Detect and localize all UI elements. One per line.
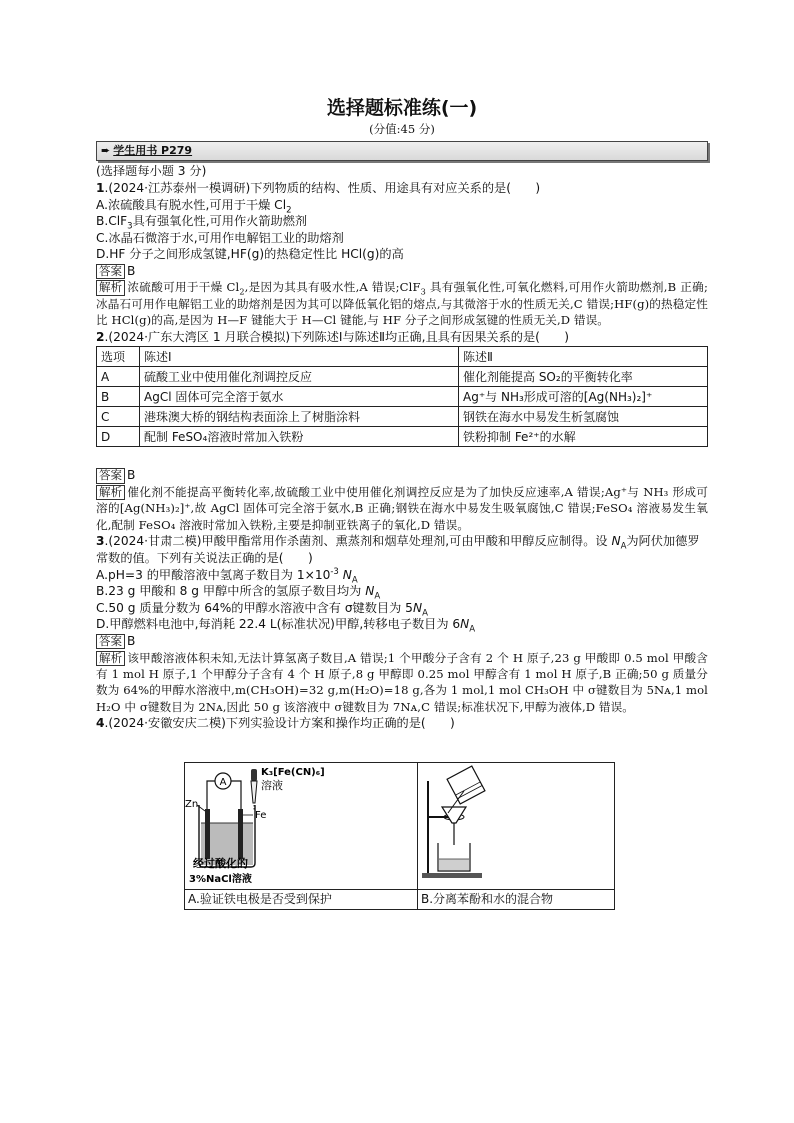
reagent-solution-label: 溶液 — [261, 778, 283, 792]
q1-option-b: B.ClF$_3$具有强氧化性,可用作火箭助燃剂 — [96, 214, 308, 232]
figure-a-caption: A.验证铁电极是否受到保护 — [185, 890, 418, 910]
solution-label-2: 3%NaCl溶液 — [189, 873, 252, 885]
score-note: (分值:45 分) — [369, 121, 435, 136]
q2-table — [96, 346, 708, 447]
q2-stem: 2.(2024·广东大湾区 1 月联合模拟)下列陈述Ⅰ与陈述Ⅱ均正确,且具有因果关系的是( ) — [96, 329, 570, 344]
q1-answer: 答案 B — [96, 263, 708, 280]
q3-option-b: B.23 g 甲酸和 8 g 甲醇中所含的氢原子数目均为 $N_A$ — [96, 584, 381, 602]
fe-electrode-label: Fe — [255, 809, 267, 821]
reagent-label: K₃[Fe(CN)₆] — [261, 766, 325, 778]
q1-option-d: D.HF 分子之间形成氢键,HF(g)的热稳定性比 HCl(g)的高 — [96, 247, 404, 262]
figure-b-cell — [418, 762, 615, 889]
q3-analysis: 解析 该甲酸溶液体积未知,无法计算氢离子数目,A 错误;1 个甲酸分子含有 2 个 H 原子,23 g 甲酸即 0.5 mol 甲酸含有 1 mol H 原子,1 个甲醇分子含有 4 个 H 原子,8 g 甲醇即 0.25 mol 甲醇含有 1 mol H 原子,B 正确;50 g 质量分数为 64%的甲醇水溶液中,m(CH₃OH)=32 g,m(H₂O)=18 g,各为 1 mol,1 mol CH₃OH 中 σ键数目为 5Nᴀ,1 mol H₂O 中 σ键数目为 2Nᴀ,因此 50 g 该溶液中 σ键数目为 7Nᴀ,C 错误;标准状况下,甲醇为液体,D 错误。 — [96, 650, 708, 714]
q1-analysis: 解析 浓硫酸可用于干燥 $Cl_2$,是因为其具有吸水性,A 错误;ClF$_3$ 具有强氧化性,可氧化燃料,可用作火箭助燃剂,B 正确;冰晶石可用作电解铝工业的助熔剂是因为其可以降低氧化铝的熔点,与其微溶于水的性质无关,C 错误;HF(g)的热稳定性比 HCl(g)的高,是因为 H—F 键能大于 H—Cl 键能,与 HF 分子之间形成氢键的性质无关,D 错误。 — [96, 280, 708, 328]
student-book-banner[interactable] — [96, 141, 708, 161]
banner-label: 学生用书 P279 — [113, 143, 193, 157]
table-row: D 配制 FeSO₄溶液时常加入铁粉 铁粉抑制 Fe²⁺的水解 — [97, 427, 708, 447]
q3-option-c: C.50 g 质量分数为 64%的甲醇水溶液中含有 σ键数目为 $5N_A$ — [96, 600, 428, 619]
electrochemical-cell-diagram — [185, 763, 417, 885]
q1-option-a: A.浓硫酸具有脱水性,可用于干燥 $Cl_2$ — [96, 197, 292, 215]
ammeter-label: A — [219, 776, 227, 788]
q1-option-c: C.冰晶石微溶于水,可用作电解铝工业的助熔剂 — [96, 230, 344, 245]
section-note: (选择题每小题 3 分) — [96, 164, 207, 179]
q2-analysis: 解析 催化剂不能提高平衡转化率,故硫酸工业中使用催化剂调控反应是为了加快反应速率,A 错误;Ag⁺与 NH₃ 形成可溶的[Ag(NH₃)₂]⁺,故 AgCl 固体可完全溶于氨水,B 正确;钢铁在海水中易发生吸氧腐蚀,C 错误;FeSO₄ 溶液易发生氧化,配制 FeSO₄ 溶液时常加入铁粉,主要是抑制亚铁离子的氧化,D 错误。 — [96, 485, 708, 532]
q4-stem: 4.(2024·安徽安庆二模)下列实验设计方案和操作均正确的是( ) — [96, 716, 455, 731]
figure-b-caption: B.分离苯酚和水的混合物 — [418, 890, 615, 910]
q3-answer: 答案 B — [96, 633, 708, 650]
solution-label-1: 经过酸化的 — [193, 856, 248, 870]
q3-stem: 3.(2024·甘肃二模)甲酸甲酯常用作杀菌剂、熏蒸剂和烟草处理剂,可由甲酸和甲醇反应制得。设 $N_A$为阿伏加德罗常数的值。下列有关说法正确的是( ) — [96, 534, 700, 565]
table-row: A 硫酸工业中使用催化剂调控反应 催化剂能提高 SO₂的平衡转化率 — [97, 367, 708, 387]
table-row: B AgCl 固体可完全溶于氨水 Ag⁺与 NH₃形成可溶的[Ag(NH₃)₂]⁺ — [97, 387, 708, 407]
content — [96, 96, 708, 910]
q4-figure-table — [184, 762, 615, 910]
figure-a-cell — [185, 762, 418, 889]
zn-electrode-label: Zn — [185, 798, 199, 810]
q3-option-d: D.甲醇燃料电池中,每消耗 22.4 L(标准状况)甲醇,转移电子数目为 $6N_A$ — [96, 617, 476, 635]
q2-answer: 答案 B — [96, 467, 708, 484]
arrow-right-icon: ➨ — [101, 143, 111, 157]
table-header-row: 选项 陈述Ⅰ 陈述Ⅱ — [97, 347, 708, 367]
separation-apparatus-diagram — [418, 763, 614, 885]
q1-stem: 1.(2024·江苏泰州一模调研)下列物质的结构、性质、用途具有对应关系的是( ) — [96, 180, 541, 195]
q3-option-a: A.pH=3 的甲酸溶液中氢离子数目为 $1\times 10^{-3}$ $N_A$ — [96, 566, 358, 585]
table-row: C 港珠澳大桥的钢结构表面涂上了树脂涂料 钢铁在海水中易发生析氢腐蚀 — [97, 407, 708, 427]
page-title: 选择题标准练(一) — [326, 97, 478, 119]
